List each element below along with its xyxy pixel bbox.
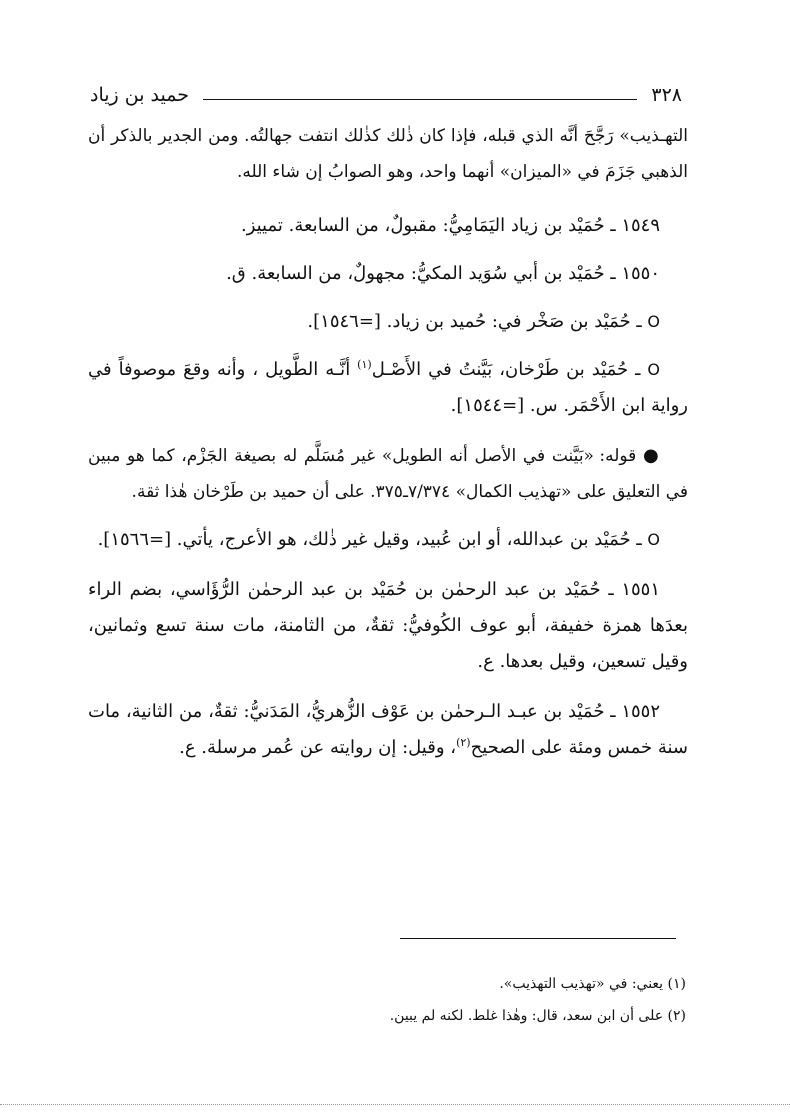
footnote-ref-1[interactable]: (١)	[357, 358, 372, 371]
main-text	[88, 118, 688, 780]
footnotes	[90, 968, 686, 1032]
xref-tarkhan-text-a: ـ حُمَيْد بن طَرْخان، بَيَّنتُ في الأَصْـل	[371, 359, 641, 380]
editor-note	[88, 438, 688, 510]
page-number: ٣٢٨	[651, 84, 682, 106]
circle-marker-icon: O	[647, 312, 660, 331]
editor-note-text: قوله: «بَيَّنت في الأصل أنه الطويل» غير مُسَلَّم له بصيغة الجَزْم، كما هو مبين في التعليق على «تهذيب الكمال» ٧/٣٧٤ـ٣٧٥. على أن حميد بن طَرْخان هٰذا ثقة.	[88, 446, 688, 502]
circle-marker-icon: O	[647, 530, 660, 549]
page-header	[90, 82, 682, 108]
entry-1552-text-b: ، وقيل: إن روايته عن عُمر مرسلة. ع.	[179, 737, 457, 758]
circle-marker-icon: O	[647, 360, 660, 379]
header-rule	[203, 99, 637, 100]
footnote-2: (٢) على أن ابن سعد، قال: وهٰذا غلط. لكنه لم يبين.	[389, 1008, 686, 1024]
footnote-1: (١) يعني: في «تهذيب التهذيب».	[499, 976, 686, 992]
entry-1549: ١٥٤٩ ـ حُمَيْد بن زياد اليَمَامِيُّ: مقبولٌ، من السابعة. تمييز.	[240, 215, 660, 236]
bullet-icon: ●	[642, 445, 660, 466]
xref-abdullah	[88, 522, 688, 558]
footnote-ref-2[interactable]: (٢)	[456, 736, 471, 749]
xref-sakhr	[88, 304, 688, 340]
running-title: حميد بن زياد	[90, 84, 189, 106]
entry-1552	[88, 694, 688, 766]
xref-abdullah-text: ـ حُمَيْد بن عبدالله، أو ابن عُبيد، وقيل غير ذٰلك، هو الأعرج، يأتي. [=١٥٦٦].	[97, 529, 642, 550]
footnote-separator	[400, 938, 676, 939]
entry-1550: ١٥٥٠ ـ حُمَيْد بن أبي سُوَيد المكيُّ: مجهولٌ، من السابعة. ق.	[226, 263, 660, 284]
entry-1552-text-a: ١٥٥٢ ـ حُمَيْد بن عبـد الـرحمٰن بن عَوْف الزُّهريُّ، المَدَنيُّ: ثقةٌ، من الثانية، مات سنة خمس ومئة على الصحيح	[88, 701, 688, 758]
xref-tarkhan-text-b: أنَّـه الطَّويل ، وأنه وقعَ موصوفاً في رواية ابن الأَحْمَر. س. [=١٥٤٤].	[88, 359, 688, 416]
xref-sakhr-text: ـ حُمَيْد بن صَخْر في: حُميد بن زياد. [=١٥٤٦].	[307, 311, 642, 332]
entry-1551: ١٥٥١ ـ حُمَيْد بن عبد الرحمٰن بن حُمَيْد بن عبد الرحمٰن الرُّؤَاسي، بضم الراء بعدَها همزة خفيفة، أبو عوف الكُوفيُّ: ثقةٌ، من الثامنة، مات سنة تسع وثمانين، وقيل تسعين، وقيل بعدها. ع.	[88, 579, 688, 672]
intro-paragraph: التهـذيب» رَجَّحَ أنَّه الذي قبله، فإذا كان ذٰلك كذٰلك انتفت جهالتُه. ومن الجدير بالذكر أن الذهبي جَزَمَ في «الميزان» أنهما واحد، وهو الصوابُ إن شاء الله.	[88, 126, 688, 182]
scan-edge-line	[0, 1104, 790, 1105]
xref-tarkhan	[88, 352, 688, 424]
